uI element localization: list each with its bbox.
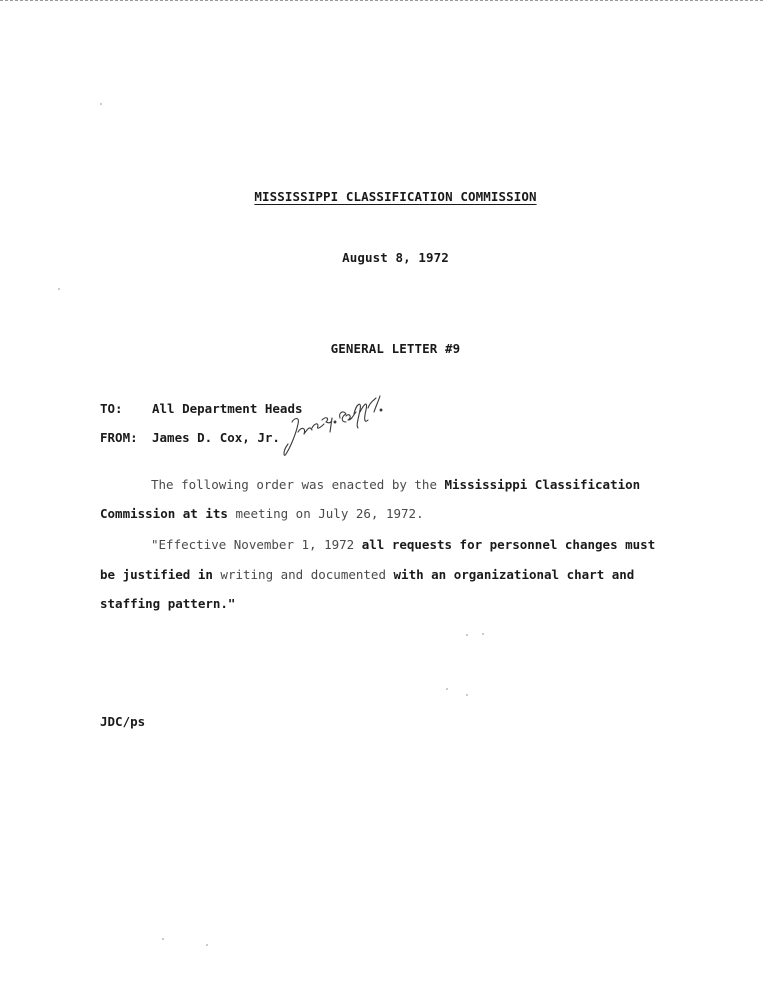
to-label: TO: (100, 401, 123, 416)
paper-speck (466, 694, 468, 696)
paper-speck (206, 944, 208, 946)
typist-initials: JDC/ps (100, 714, 146, 729)
letter-number: GENERAL LETTER #9 (330, 341, 461, 356)
from-line (100, 430, 280, 445)
paper-speck (162, 938, 164, 940)
body-text: Mississippi Classification (444, 477, 641, 492)
body-text: with an organizational chart and (393, 567, 635, 582)
body-paragraph-1-line-2 (100, 506, 424, 521)
paper-speck (446, 688, 448, 690)
paper-speck (466, 634, 468, 636)
from-label: FROM: (100, 430, 138, 445)
page-top-edge (0, 0, 763, 4)
paper-speck (482, 633, 484, 635)
body-text: be justified in (100, 567, 221, 582)
to-line (100, 401, 303, 416)
body-text: all requests for personnel changes must (361, 537, 656, 552)
commission-title: MISSISSIPPI CLASSIFICATION COMMISSION (254, 189, 537, 204)
body-paragraph-2-line-2 (100, 567, 634, 582)
from-value: James D. Cox, Jr. (152, 430, 280, 445)
body-text: Commission at its (100, 506, 236, 521)
body-text: "Effective November 1, 1972 (151, 537, 362, 552)
to-value: All Department Heads (152, 401, 303, 416)
paper-speck (100, 103, 102, 105)
body-paragraph-2-line-1 (151, 537, 655, 552)
body-paragraph-2-line-3: staffing pattern." (100, 596, 236, 611)
body-text: writing and documented (220, 567, 394, 582)
body-text: meeting on July 26, 1972. (235, 506, 424, 521)
paper-speck (58, 288, 60, 290)
letter-date: August 8, 1972 (342, 250, 449, 265)
body-text: The following order was enacted by the (151, 477, 445, 492)
handwritten-signature (280, 392, 390, 460)
body-paragraph-1-line-1 (151, 477, 640, 492)
